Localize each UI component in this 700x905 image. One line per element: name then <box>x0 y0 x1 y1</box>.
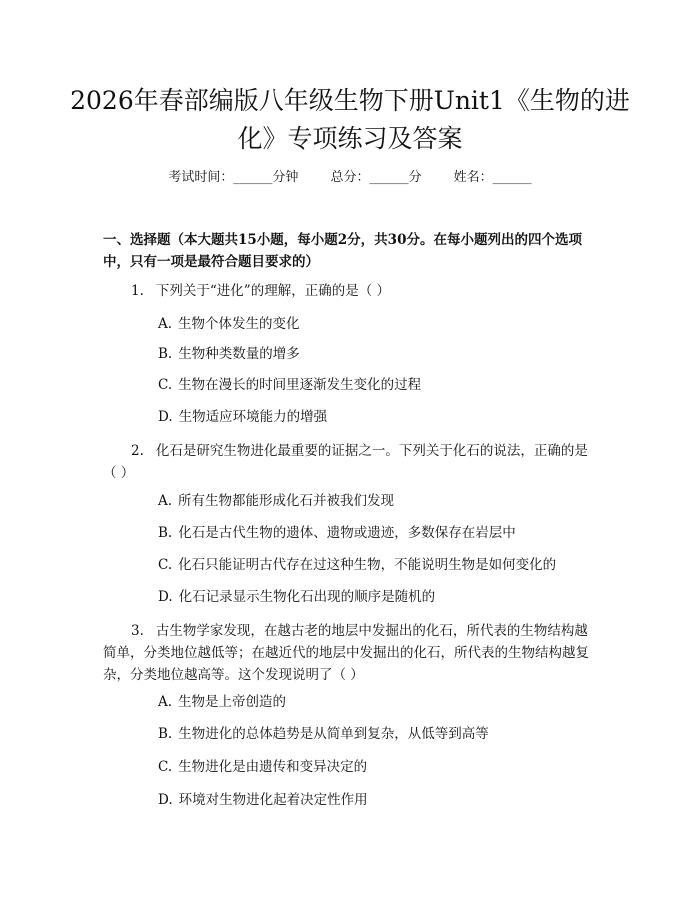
option-3b <box>158 723 610 745</box>
option-text: 生物种类数量的增多 <box>178 346 300 362</box>
option-letter: C. <box>158 759 173 775</box>
option-3d <box>158 789 610 811</box>
option-letter: D. <box>158 589 173 605</box>
option-letter: B. <box>158 726 173 742</box>
option-1d <box>158 406 610 428</box>
question-text: 古生物学家发现，在越古老的地层中发掘出的化石，所代表的生物结构越简单，分类地位越低等；在越近代的地层中发掘出的化石，所代表的生物结构越复杂，分类地位越高等。这个发现说明了（ ） <box>103 623 589 683</box>
option-3c <box>158 756 610 778</box>
option-1b <box>158 343 610 365</box>
question-1 <box>103 280 600 302</box>
option-text: 生物进化是由遗传和变异决定的 <box>178 759 368 775</box>
option-2d <box>158 586 610 608</box>
option-text: 生物进化的总体趋势是从简单到复杂，从低等到高等 <box>178 726 489 742</box>
option-letter: A. <box>158 316 173 332</box>
option-2b <box>158 522 610 544</box>
option-text: 生物适应环境能力的增强 <box>178 409 328 425</box>
option-letter: B. <box>158 525 173 541</box>
option-2c <box>158 554 610 576</box>
option-1c <box>158 374 610 396</box>
exam-info-line <box>0 168 700 188</box>
option-letter: D. <box>158 409 173 425</box>
option-text: 化石记录显示生物化石出现的顺序是随机的 <box>178 589 436 605</box>
option-text: 化石只能证明古代存在过这种生物，不能说明生物是如何变化的 <box>178 557 557 573</box>
option-letter: B. <box>158 346 173 362</box>
question-number: 2. <box>131 443 144 459</box>
document-title: 2026年春部编版八年级生物下册Unit1《生物的进化》专项练习及答案 <box>70 86 630 153</box>
option-2a <box>158 490 610 512</box>
option-text: 化石是古代生物的遗体、遗物或遗迹，多数保存在岩层中 <box>178 525 516 541</box>
option-letter: A. <box>158 493 173 509</box>
option-text: 生物个体发生的变化 <box>178 316 300 332</box>
question-3 <box>103 620 600 686</box>
option-text: 生物在漫长的时间里逐渐发生变化的过程 <box>178 377 422 393</box>
option-3a <box>158 691 610 713</box>
section-heading: 一、选择题（本大题共15小题，每小题2分，共30分。在每小题列出的四个选项中，只有一项是最符合题目要求的） <box>103 232 582 270</box>
question-text: 下列关于“进化”的理解，正确的是（ ） <box>155 283 390 299</box>
option-letter: A. <box>158 694 173 710</box>
exam-time-label: 考试时间：______分钟 <box>168 170 299 185</box>
question-number: 1. <box>131 283 144 299</box>
option-letter: D. <box>158 792 173 808</box>
option-letter: C. <box>158 377 173 393</box>
option-text: 所有生物都能形成化石并被我们发现 <box>178 493 395 509</box>
option-letter: C. <box>158 557 173 573</box>
student-name-label: 姓名：______ <box>453 170 532 185</box>
option-text: 环境对生物进化起着决定性作用 <box>178 792 368 808</box>
question-text: 化石是研究生物进化最重要的证据之一。下列关于化石的说法，正确的是（ ） <box>103 443 588 481</box>
option-1a <box>158 313 610 335</box>
question-2 <box>103 440 600 484</box>
total-score-label: 总分：______分 <box>330 170 422 185</box>
question-number: 3. <box>131 623 144 639</box>
option-text: 生物是上帝创造的 <box>178 694 287 710</box>
